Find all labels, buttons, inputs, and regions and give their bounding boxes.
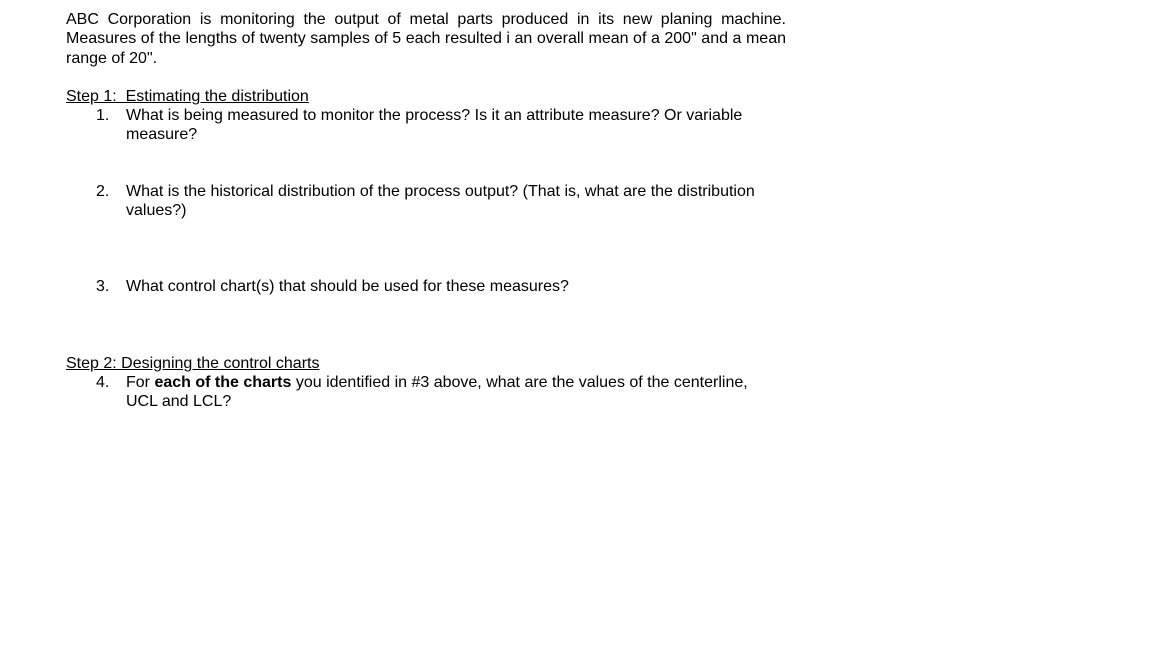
spacer: [66, 297, 786, 354]
intro-paragraph: ABC Corporation is monitoring the output of metal parts produced in its new planing machine. Measures of the lengths of twenty samples of 5 each resulted i an overall mean of a 200" and a mean range of 20".: [66, 11, 786, 67]
question-3: [66, 277, 766, 296]
question-3-text: What control chart(s) that should be used for these measures?: [126, 278, 569, 296]
question-4-number: 4.: [96, 373, 110, 391]
question-4-text-before: For: [126, 373, 155, 391]
question-2: [66, 182, 766, 221]
question-1: [66, 106, 766, 145]
document-page: [66, 10, 786, 412]
question-4-text-bold: each of the charts: [154, 373, 292, 391]
question-1-number: 1.: [96, 107, 110, 125]
question-4-text-after: you identified in #3 above, what are the values of the centerline, UCL and LCL?: [126, 373, 748, 411]
question-4: [66, 373, 766, 412]
step1-heading: Step 1: Estimating the distribution: [66, 87, 309, 105]
step2-heading: Step 2: Designing the control charts: [66, 354, 320, 372]
question-1-text: What is being measured to monitor the process? Is it an attribute measure? Or variable measure?: [126, 107, 743, 144]
question-2-number: 2.: [96, 182, 110, 200]
question-3-number: 3.: [96, 278, 110, 296]
question-2-text: What is the historical distribution of the process output? (That is, what are the distribution values?): [126, 182, 755, 220]
